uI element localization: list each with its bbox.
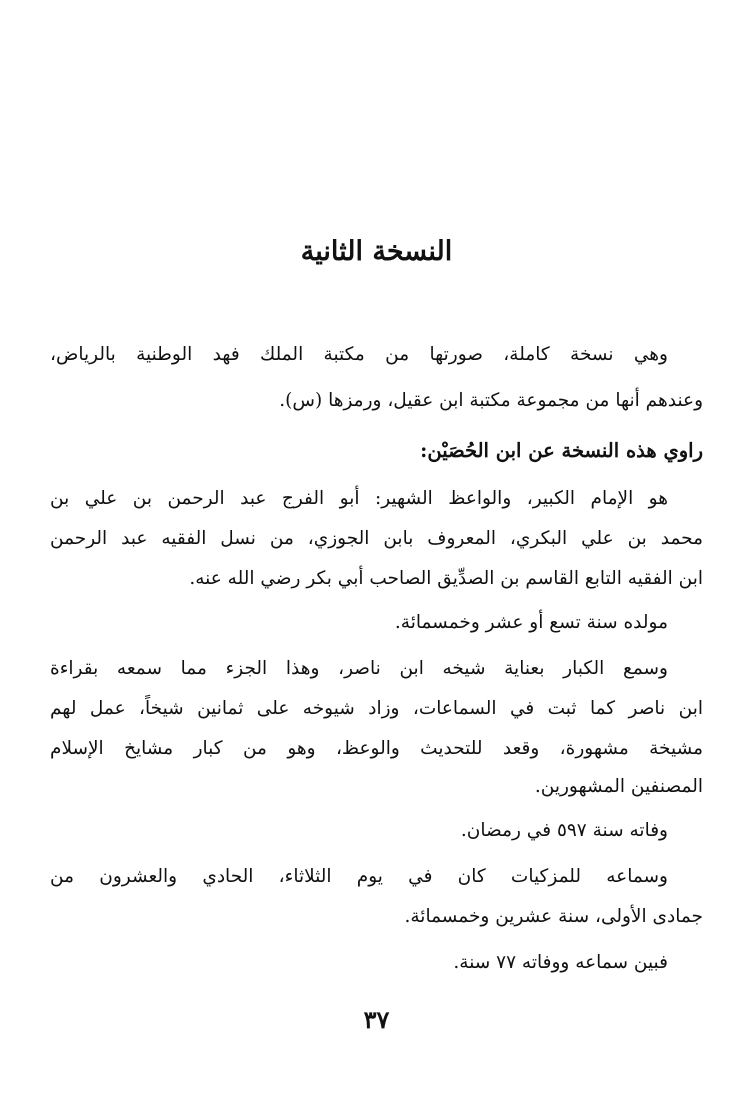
paragraph-line: فبين سماعه ووفاته ٧٧ سنة. [453, 952, 668, 973]
paragraph-line: مشيخة مشهورة، وقعد للتحديث والوعظ، وهو من كبار مشايخ الإسلام [50, 738, 703, 759]
paragraph-line: وسمع الكبار بعناية شيخه ابن ناصر، وهذا الجزء مما سمعه بقراءة [50, 658, 668, 679]
paragraph-line: وسماعه للمزكيات كان في يوم الثلاثاء، الحادي والعشرون من [50, 866, 668, 887]
paragraph-line: محمد بن علي البكري، المعروف بابن الجوزي، من نسل الفقيه عبد الرحمن [50, 528, 703, 549]
paragraph-line: جمادى الأولى، سنة عشرين وخمسمائة. [404, 906, 703, 927]
paragraph-line: وفاته سنة ٥٩٧ في رمضان. [460, 820, 668, 841]
page-number: ٣٧ [363, 1005, 390, 1034]
paragraph-line: مولده سنة تسع أو عشر وخمسمائة. [394, 612, 668, 633]
paragraph-line: وهي نسخة كاملة، صورتها من مكتبة الملك فهد الوطنية بالرياض، [50, 344, 668, 365]
paragraph-line: المصنفين المشهورين. [534, 776, 703, 797]
paragraph-line: ابن ناصر كما ثبت في السماعات، وزاد شيوخه على ثمانين شيخاً، عمل لهم [50, 698, 703, 719]
paragraph-line: وعندهم أنها من مجموعة مكتبة ابن عقيل، ورمزها (س). [279, 390, 703, 411]
paragraph-line: هو الإمام الكبير، والواعظ الشهير: أبو الفرج عبد الرحمن بن علي بن [50, 488, 668, 509]
subheading: راوي هذه النسخة عن ابن الحُصَيْن: [420, 439, 703, 462]
section-title: النسخة الثانية [300, 236, 453, 267]
paragraph-line: ابن الفقيه التابع القاسم بن الصدِّيق الصاحب أبي بكر رضي الله عنه. [189, 568, 703, 589]
